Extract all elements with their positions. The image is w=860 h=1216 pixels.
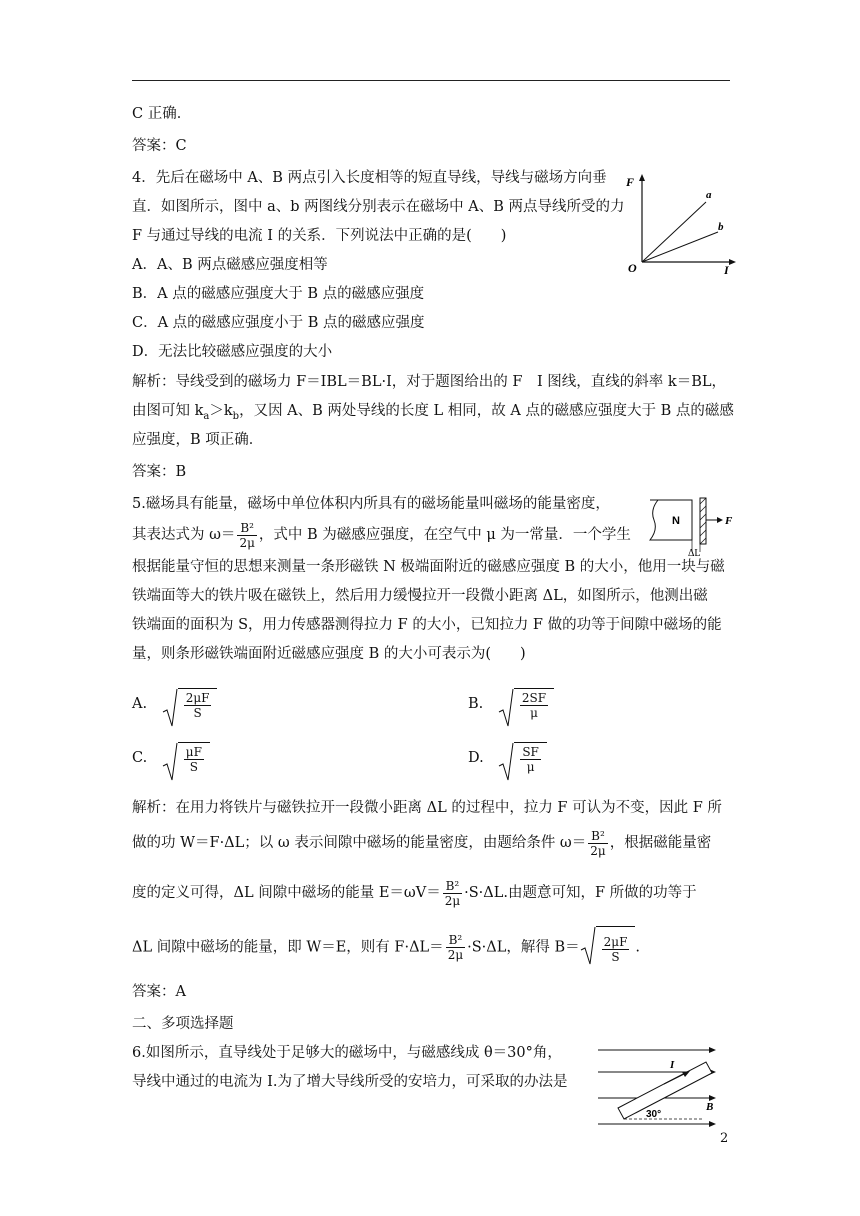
fraction [237,521,256,550]
numerator: B² [237,521,256,536]
fraction [588,829,607,858]
subscript: b [232,410,240,422]
text-span: ＞k [209,403,233,419]
solution-4-line [132,401,734,427]
denominator: S [189,760,198,774]
field-label-b: B [706,1101,714,1113]
denominator: 2μ [447,948,464,962]
text-span: ·S·ΔL.由题意可知，F 所做的功等于 [464,885,697,901]
radical [580,926,636,969]
numerator: B² [588,829,607,844]
option-label: B. [468,696,484,712]
fraction [184,745,204,774]
numerator: SF [522,745,539,759]
option-a [132,688,217,720]
numerator: 2SF [521,691,547,705]
option-d: D．无法比较磁感应强度的大小 [132,344,333,360]
text-span: ，又因 A、B 两处导线的长度 L 相同，故 A 点的磁感应强度大于 B 点的磁感 [239,403,734,419]
current-label-i: I [670,1059,675,1071]
numerator: B² [446,933,465,948]
option-b: B．A 点的磁感应强度大于 B 点的磁感应强度 [132,286,425,302]
denominator: S [611,949,620,964]
radical-sign [162,688,178,728]
axis-label-f: F [626,175,635,189]
force-label-f: F [725,515,733,527]
question-6-line: 导线中通过的电流为 I.为了增大导线所受的安培力，可采取的办法是 [132,1074,568,1090]
denominator: μ [526,760,535,774]
solution-5-line [132,926,640,969]
denominator: 2μ [444,893,461,908]
radical [162,688,218,720]
text-line: C 正确． [132,106,192,122]
question-5-line [132,518,631,552]
text-span: 其表达式为 ω＝ [132,527,236,543]
line-label-a: a [706,189,712,201]
line-label-b: b [718,221,724,233]
denominator: S [193,706,202,720]
option-c: C．A 点的磁感应强度小于 B 点的磁感应强度 [132,315,425,331]
solution-4-line: 解析：导线受到的磁场力 F＝IBL＝BL·I，对于题图给出的 F I 图线，直线的斜率 k＝BL， [132,374,726,390]
gap-label: ΔL [688,548,701,556]
solution-5-line: 解析：在用力将铁片与磁铁拉开一段微小距离 ΔL 的过程中，拉力 F 可认为不变，因此 F 所 [132,800,722,816]
option-c [132,742,210,774]
fraction [520,745,541,774]
question-5-line: 5.磁场具有能量，磁场中单位体积内所具有的磁场能量叫磁场的能量密度， [132,496,610,512]
denominator: 2μ [239,535,255,550]
denominator: 2μ [590,843,606,858]
numerator: 2μF [185,691,210,705]
text-span: 做的功 W＝F·ΔL；以 ω 表示间隙中磁场的能量密度，由题给条件 ω＝ [132,835,587,851]
option-d [468,742,547,774]
answer-line: 答案：A [132,984,186,1000]
question-5-line: 铁端面的面积为 S，用力传感器测得拉力 F 的大小，已知拉力 F 做的功等于间隙中磁场的能 [132,617,722,633]
origin-label: O [628,261,637,274]
text-span: ，根据磁能量密 [609,835,712,851]
option-label: D. [468,750,484,766]
force-current-graph [618,172,738,274]
question-4-line: 4．先后在磁场中 A、B 两点引入长度相等的短直导线，导线与磁场方向垂 [132,170,607,186]
solution-5-line [132,826,711,860]
option-label: C. [132,750,148,766]
magnet-figure [648,496,738,556]
radical [498,742,547,774]
pole-label-n: N [672,515,680,527]
question-5-line: 量，则条形磁铁端面附近磁感应强度 B 的大小可表示为( ) [132,646,526,662]
radical-sign [498,688,514,728]
answer-line: 答案：C [132,138,187,154]
option-a: A．A、B 两点磁感应强度相等 [132,257,328,273]
fraction [446,933,465,962]
denominator: μ [530,706,538,720]
radical [162,742,210,774]
fraction [602,935,630,964]
question-5-line: 铁端面等大的铁片吸在磁铁上，然后用力缓慢拉开一段微小距离 ΔL，如图所示，他测出磁 [132,588,708,604]
page-number: 2 [720,1131,729,1146]
fraction [443,879,462,908]
numerator: B² [443,879,462,894]
text-span: . [635,939,641,956]
question-4-line: 直．如图所示，图中 a、b 两图线分别表示在磁场中 A、B 两点导线所受的力 [132,199,625,215]
subscript: a [203,410,210,422]
question-5-line: 根据能量守恒的思想来测量一条形磁铁 N 极端面附近的磁感应强度 B 的大小，他用一块与磁 [132,559,725,575]
solution-4-line: 应强度，B 项正确． [132,432,264,448]
solution-5-line [132,876,697,910]
header-rule [132,80,730,81]
text-span: ΔL 间隙中磁场的能量，即 W＝E，则有 F·ΔL＝ [132,939,444,956]
question-6-line: 6.如图所示，直导线处于足够大的磁场中，与磁感线成 θ＝30°角， [132,1045,562,1061]
option-label: A. [132,696,148,712]
angle-label: 30° [646,1109,662,1120]
question-4-line: F 与通过导线的电流 I 的关系．下列说法中正确的是( ) [132,228,507,244]
axis-label-i: I [724,263,729,274]
numerator: μF [185,745,202,759]
answer-line: 答案：B [132,464,187,480]
radical-sign [580,926,596,966]
text-span: 度的定义可得，ΔL 间隙中磁场的能量 E＝ωV＝ [132,885,441,901]
radical-sign [162,742,178,782]
text-span: ，式中 B 为磁感应强度，在空气中 μ 为一常量．一个学生 [258,527,631,543]
text-span: ·S·ΔL，解得 B＝ [467,939,580,956]
section-heading: 二、多项选择题 [132,1016,234,1032]
fraction [184,691,212,720]
radical-sign [498,742,514,782]
text-span: 由图可知 k [132,403,204,419]
numerator: 2μF [603,934,628,949]
option-b [468,688,554,720]
radical [498,688,554,720]
wire-field-figure [594,1040,720,1128]
fraction [520,691,548,720]
